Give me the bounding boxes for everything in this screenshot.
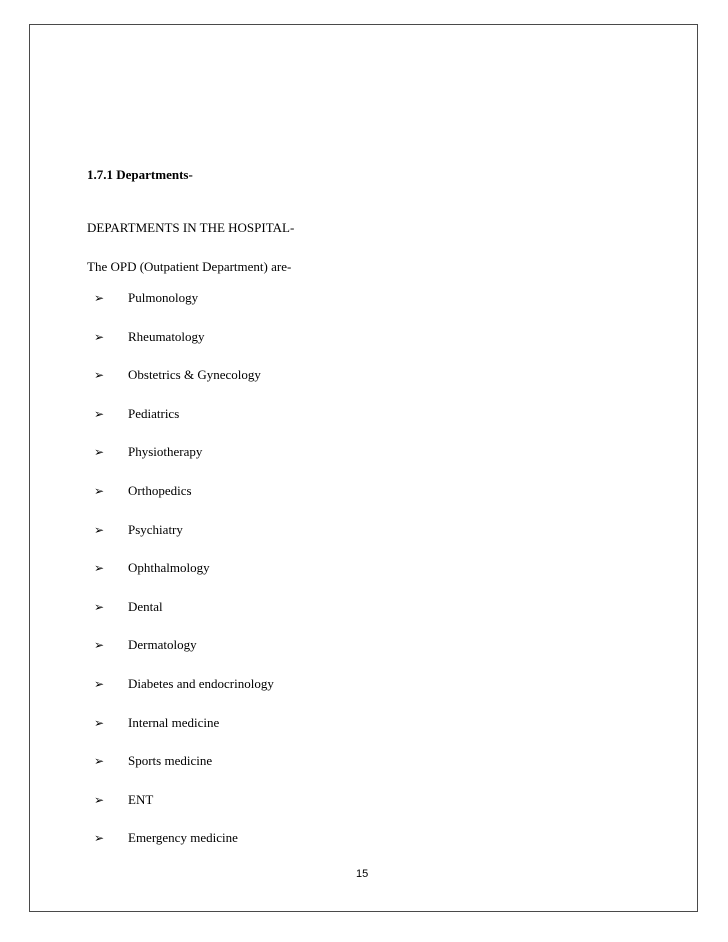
arrowhead-bullet-icon: ➢ (94, 792, 105, 807)
department-label: Rheumatology (128, 328, 205, 344)
arrowhead-bullet-icon: ➢ (94, 638, 105, 653)
list-item (94, 290, 274, 329)
department-label: Dermatology (128, 637, 197, 653)
arrowhead-bullet-icon: ➢ (94, 715, 105, 730)
arrowhead-bullet-icon: ➢ (94, 599, 105, 614)
arrowhead-bullet-icon: ➢ (94, 522, 105, 537)
department-label: Sports medicine (128, 753, 213, 769)
arrowhead-bullet-icon: ➢ (94, 561, 105, 576)
department-label: Orthopedics (128, 482, 192, 498)
department-label: ENT (128, 791, 154, 807)
page-number: 15 (356, 868, 369, 880)
department-label: Psychiatry (128, 521, 183, 537)
arrowhead-bullet-icon: ➢ (94, 368, 105, 383)
department-label: Pediatrics (128, 405, 180, 421)
department-label: Obstetrics & Gynecology (128, 367, 261, 383)
department-label: Dental (128, 598, 163, 614)
department-label: Diabetes and endocrinology (128, 675, 274, 691)
arrowhead-bullet-icon: ➢ (94, 754, 105, 769)
arrowhead-bullet-icon: ➢ (94, 483, 105, 498)
department-label: Physiotherapy (128, 444, 203, 460)
departments-intro-title: DEPARTMENTS IN THE HOSPITAL- (87, 220, 295, 235)
list-item (94, 676, 274, 715)
arrowhead-bullet-icon: ➢ (94, 445, 105, 460)
arrowhead-bullet-icon: ➢ (94, 831, 105, 846)
list-item (94, 329, 274, 368)
opd-intro-text: The OPD (Outpatient Department) are- (87, 259, 292, 274)
list-item (94, 444, 274, 483)
list-item (94, 753, 274, 792)
list-item (94, 637, 274, 676)
department-label: Pulmonology (128, 290, 199, 305)
arrowhead-bullet-icon: ➢ (94, 329, 105, 344)
department-label: Internal medicine (128, 714, 220, 730)
list-item (94, 522, 274, 561)
arrowhead-bullet-icon: ➢ (94, 291, 105, 305)
department-label: Emergency medicine (128, 830, 238, 846)
list-item (94, 406, 274, 445)
section-heading: 1.7.1 Departments- (87, 167, 193, 182)
list-item (94, 792, 274, 831)
list-item (94, 715, 274, 754)
list-item (94, 830, 274, 869)
list-item (94, 560, 274, 599)
list-item (94, 367, 274, 406)
list-item (94, 483, 274, 522)
arrowhead-bullet-icon: ➢ (94, 676, 105, 691)
department-list (94, 290, 274, 869)
list-item (94, 599, 274, 638)
arrowhead-bullet-icon: ➢ (94, 406, 105, 421)
department-label: Ophthalmology (128, 560, 210, 576)
